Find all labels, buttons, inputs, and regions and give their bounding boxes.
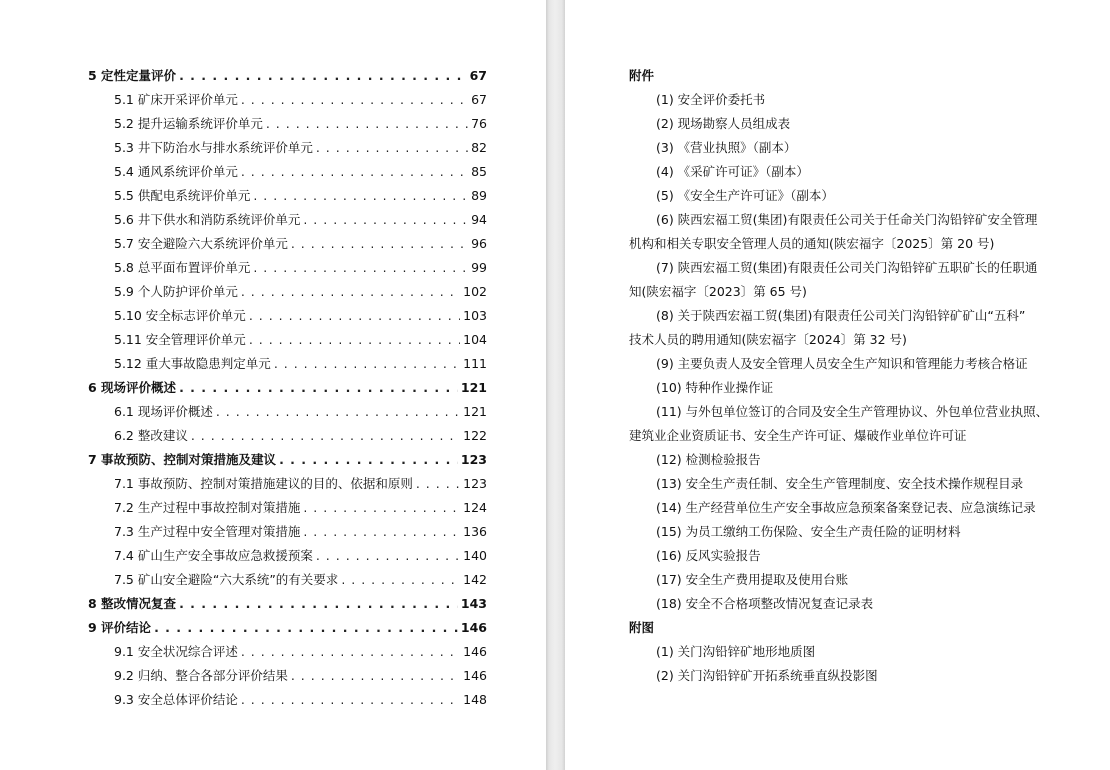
toc-dot-leader — [253, 260, 468, 276]
toc-chapter-row[interactable] — [88, 452, 487, 468]
toc-dot-leader — [249, 308, 460, 324]
toc-dot-leader — [249, 332, 460, 348]
appendix-item-continuation: 建筑业企业资质证书、安全生产许可证、爆破作业单位许可证 — [629, 428, 967, 443]
toc-dot-leader — [266, 116, 468, 132]
appendix-item: (1) 安全评价委托书 — [656, 92, 766, 107]
toc-dot-leader — [154, 620, 458, 636]
toc-section-row[interactable] — [114, 644, 487, 660]
toc-entry-title: 7.2 生产过程中事故控制对策措施 — [114, 500, 301, 515]
toc-page-number: 67 — [471, 92, 487, 107]
toc-entry-title: 9.3 安全总体评价结论 — [114, 692, 238, 707]
appendix-item: (8) 关于陕西宏福工贸(集团)有限责任公司关门沟铅锌矿矿山“五科” — [656, 308, 1026, 323]
toc-entry-title: 5.3 井下防治水与排水系统评价单元 — [114, 140, 313, 155]
appendix-item: (18) 安全不合格项整改情况复查记录表 — [656, 596, 874, 611]
toc-entry-title: 5.5 供配电系统评价单元 — [114, 188, 251, 203]
toc-page-number: 102 — [463, 284, 487, 299]
toc-entry-title: 7.3 生产过程中安全管理对策措施 — [114, 524, 301, 539]
toc-section-row[interactable] — [114, 260, 487, 276]
toc-dot-leader — [279, 452, 458, 468]
toc-section-row[interactable] — [114, 116, 487, 132]
toc-dot-leader — [316, 140, 468, 156]
toc-dot-leader — [303, 524, 460, 540]
toc-dot-leader — [191, 428, 460, 444]
toc-dot-leader — [416, 476, 460, 492]
toc-entry-title: 7.5 矿山安全避险“六大系统”的有关要求 — [114, 572, 339, 587]
toc-section-row[interactable] — [114, 500, 487, 516]
toc-page-number: 76 — [471, 116, 487, 131]
toc-dot-leader — [303, 500, 460, 516]
appendix-item: (10) 特种作业操作证 — [656, 380, 774, 395]
toc-section-row[interactable] — [114, 140, 487, 156]
toc-page-number: 103 — [463, 308, 487, 323]
toc-page-number: 146 — [460, 620, 487, 635]
appendix-item-continuation: 技术人员的聘用通知(陕宏福字〔2024〕第 32 号) — [629, 332, 907, 347]
toc-page-number: 148 — [463, 692, 487, 707]
toc-dot-leader — [291, 668, 460, 684]
appendix-item-continuation: 机构和相关专职安全管理人员的通知(陕宏福字〔2025〕第 20 号) — [629, 236, 995, 251]
appendix-item-continuation: 知(陕宏福字〔2023〕第 65 号) — [629, 284, 807, 299]
appendix-item: (15) 为员工缴纳工伤保险、安全生产责任险的证明材料 — [656, 524, 961, 539]
toc-dot-leader — [241, 92, 468, 108]
document-page-right — [565, 0, 1110, 770]
toc-page-number: 85 — [471, 164, 487, 179]
toc-entry-title: 7.4 矿山生产安全事故应急救援预案 — [114, 548, 313, 563]
toc-entry-title: 5.6 井下供水和消防系统评价单元 — [114, 212, 301, 227]
toc-section-row[interactable] — [114, 524, 487, 540]
toc-entry-title: 5.4 通风系统评价单元 — [114, 164, 238, 179]
toc-entry-title: 6 现场评价概述 — [88, 380, 177, 395]
toc-page-number: 94 — [471, 212, 487, 227]
toc-section-row[interactable] — [114, 308, 487, 324]
toc-page-number: 140 — [463, 548, 487, 563]
toc-entry-title: 7.1 事故预防、控制对策措施建议的目的、依据和原则 — [114, 476, 413, 491]
toc-dot-leader — [179, 596, 458, 612]
appendix-item: (9) 主要负责人及安全管理人员安全生产知识和管理能力考核合格证 — [656, 356, 1028, 371]
toc-dot-leader — [253, 188, 468, 204]
toc-section-row[interactable] — [114, 572, 487, 588]
toc-dot-leader — [316, 548, 460, 564]
toc-chapter-row[interactable] — [88, 620, 487, 636]
toc-dot-leader — [241, 164, 468, 180]
toc-section-row[interactable] — [114, 236, 487, 252]
appendix-item: (17) 安全生产费用提取及使用台账 — [656, 572, 849, 587]
toc-dot-leader — [179, 380, 458, 396]
appendix-item: (13) 安全生产责任制、安全生产管理制度、安全技术操作规程目录 — [656, 476, 1024, 491]
toc-entry-title: 5 定性定量评价 — [88, 68, 177, 83]
toc-entry-title: 5.11 安全管理评价单元 — [114, 332, 246, 347]
appendix-item: (3) 《营业执照》（副本） — [656, 140, 797, 155]
toc-entry-title: 6.2 整改建议 — [114, 428, 188, 443]
page-gutter — [546, 0, 565, 770]
toc-page-number: 104 — [463, 332, 487, 347]
toc-page-number: 136 — [463, 524, 487, 539]
toc-page-number: 121 — [460, 380, 487, 395]
toc-entry-title: 9 评价结论 — [88, 620, 152, 635]
toc-entry-title: 9.1 安全状况综合评述 — [114, 644, 238, 659]
toc-dot-leader — [274, 356, 460, 372]
toc-entry-title: 5.8 总平面布置评价单元 — [114, 260, 251, 275]
toc-section-row[interactable] — [114, 284, 487, 300]
toc-section-row[interactable] — [114, 332, 487, 348]
figures-heading: 附图 — [629, 620, 655, 635]
toc-page-number: 96 — [471, 236, 487, 251]
toc-dot-leader — [291, 236, 468, 252]
appendix-item: (6) 陕西宏福工贸(集团)有限责任公司关于任命关门沟铅锌矿安全管理 — [656, 212, 1038, 227]
toc-entry-title: 5.12 重大事故隐患判定单元 — [114, 356, 271, 371]
toc-section-row[interactable] — [114, 548, 487, 564]
appendix-item: (2) 现场勘察人员组成表 — [656, 116, 791, 131]
toc-section-row[interactable] — [114, 692, 487, 708]
toc-page-number: 122 — [463, 428, 487, 443]
toc-entry-title: 5.1 矿床开采评价单元 — [114, 92, 238, 107]
toc-section-row[interactable] — [114, 428, 487, 444]
toc-page-number: 99 — [471, 260, 487, 275]
toc-chapter-row[interactable] — [88, 380, 487, 396]
toc-section-row[interactable] — [114, 164, 487, 180]
toc-section-row[interactable] — [114, 476, 487, 492]
appendix-item: (16) 反风实验报告 — [656, 548, 761, 563]
toc-entry-title: 5.9 个人防护评价单元 — [114, 284, 238, 299]
toc-page-number: 67 — [469, 68, 487, 83]
toc-dot-leader — [241, 692, 460, 708]
toc-dot-leader — [216, 404, 460, 420]
toc-page-number: 146 — [463, 668, 487, 683]
toc-dot-leader — [241, 284, 460, 300]
toc-entry-title: 5.10 安全标志评价单元 — [114, 308, 246, 323]
toc-page-number: 111 — [463, 356, 487, 371]
toc-page-number: 142 — [463, 572, 487, 587]
toc-page-number: 121 — [463, 404, 487, 419]
toc-section-row[interactable] — [114, 188, 487, 204]
toc-dot-leader — [241, 644, 460, 660]
toc-entry-title: 9.2 归纳、整合各部分评价结果 — [114, 668, 288, 683]
toc-page-number: 123 — [460, 452, 487, 467]
toc-entry-title: 6.1 现场评价概述 — [114, 404, 213, 419]
toc-entry-title: 5.2 提升运输系统评价单元 — [114, 116, 263, 131]
toc-page-number: 143 — [460, 596, 487, 611]
toc-dot-leader — [303, 212, 468, 228]
toc-entry-title: 5.7 安全避险六大系统评价单元 — [114, 236, 288, 251]
toc-page-number: 89 — [471, 188, 487, 203]
toc-page-number: 124 — [463, 500, 487, 515]
appendix-item: (11) 与外包单位签订的合同及安全生产管理协议、外包单位营业执照、 — [656, 404, 1049, 419]
appendix-item: (7) 陕西宏福工贸(集团)有限责任公司关门沟铅锌矿五职矿长的任职通 — [656, 260, 1038, 275]
appendix-item: (4) 《采矿许可证》（副本） — [656, 164, 809, 179]
toc-section-row[interactable] — [114, 356, 487, 372]
toc-section-row[interactable] — [114, 404, 487, 420]
appendix-item: (5) 《安全生产许可证》（副本） — [656, 188, 834, 203]
toc-dot-leader — [179, 68, 467, 84]
toc-section-row[interactable] — [114, 668, 487, 684]
toc-section-row[interactable] — [114, 92, 487, 108]
toc-section-row[interactable] — [114, 212, 487, 228]
toc-entry-title: 7 事故预防、控制对策措施及建议 — [88, 452, 277, 467]
toc-page-number: 82 — [471, 140, 487, 155]
appendix-item: (2) 关门沟铅锌矿开拓系统垂直纵投影图 — [656, 668, 878, 683]
toc-chapter-row[interactable] — [88, 68, 487, 84]
toc-entry-title: 8 整改情况复查 — [88, 596, 177, 611]
appendix-item: (12) 检测检验报告 — [656, 452, 761, 467]
appendix-heading: 附件 — [629, 68, 655, 83]
appendix-item: (14) 生产经营单位生产安全事故应急预案备案登记表、应急演练记录 — [656, 500, 1036, 515]
toc-page-number: 146 — [463, 644, 487, 659]
toc-chapter-row[interactable] — [88, 596, 487, 612]
appendix-item: (1) 关门沟铅锌矿地形地质图 — [656, 644, 816, 659]
toc-dot-leader — [341, 572, 460, 588]
toc-page-number: 123 — [463, 476, 487, 491]
